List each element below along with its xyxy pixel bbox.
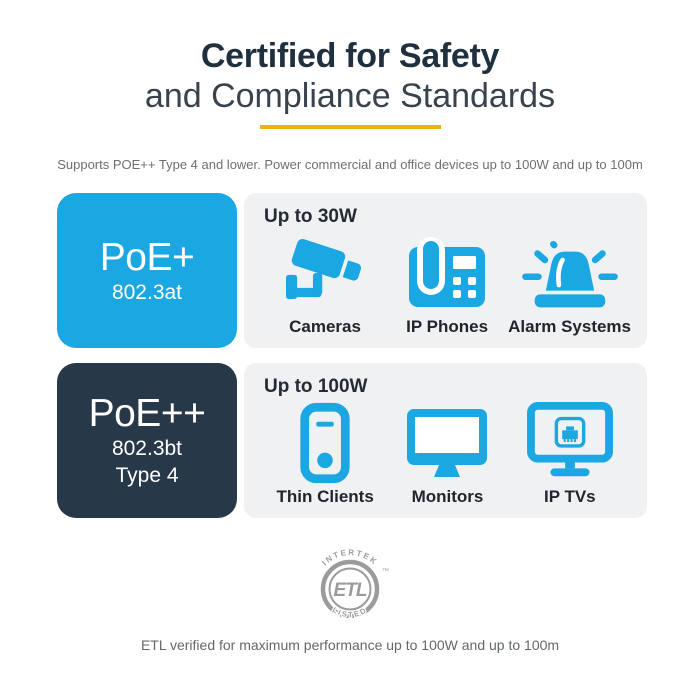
page-title-line1: Certified for Safety: [200, 37, 500, 75]
header: [0, 0, 700, 172]
ip-phone-icon: [407, 237, 487, 309]
poe-plus-plus-badge: [57, 363, 237, 518]
thin-client-icon: [296, 402, 354, 484]
subtitle: Supports POE++ Type 4 and lower. Power commercial and office devices up to 100W and up to 100m: [57, 157, 643, 173]
item-label: Thin Clients: [276, 487, 374, 507]
alarm-siren-icon: [518, 235, 622, 311]
badge-standard: 802.3at: [111, 280, 183, 304]
icon-box: [526, 402, 614, 484]
item-label: Cameras: [289, 317, 361, 337]
item-label: Alarm Systems: [508, 317, 631, 337]
panel-heading: Up to 30W: [264, 206, 357, 228]
panel-item-monitors: [386, 402, 508, 507]
icon-box: [405, 402, 489, 484]
icon-box: [296, 402, 354, 484]
poe-plus-plus-panel: [244, 363, 647, 518]
icon-box: [407, 232, 487, 314]
icon-box: [279, 232, 371, 314]
poe-plus-panel: [244, 193, 647, 348]
panel-item-ip-tvs: [509, 402, 631, 507]
badge-title: PoE++: [88, 392, 206, 436]
content-rows: [57, 193, 647, 518]
panel-item-thin-clients: [264, 402, 386, 507]
page-title-line2: and Compliance Standards: [144, 77, 556, 116]
item-label: IP TVs: [543, 487, 596, 507]
monitor-icon: [405, 405, 489, 481]
panel-item-cameras: [264, 232, 386, 337]
panel-items: [264, 228, 631, 337]
panel-heading: Up to 100W: [264, 376, 368, 398]
footer-text: ETL verified for maximum performance up to 100W and up to 100m: [140, 637, 560, 654]
svg-text:INTERTEK: [320, 548, 380, 567]
title-underline: [260, 125, 441, 129]
item-label: IP Phones: [406, 317, 489, 337]
etl-logo-arc-bottom-text: LISTED: [330, 605, 370, 620]
ip-tv-icon: [526, 402, 614, 484]
etl-logo-center-text: ETL: [333, 580, 367, 602]
svg-text:LISTED: [331, 605, 369, 619]
etl-listed-logo: [300, 544, 400, 628]
panel-item-alarm-systems: [508, 232, 631, 337]
panel-items: [264, 398, 631, 507]
badge-type: Type 4: [115, 463, 179, 487]
poe-plus-badge: [57, 193, 237, 348]
row-poe-plus-plus: [57, 363, 647, 518]
item-label: Monitors: [411, 487, 484, 507]
cctv-camera-icon: [279, 234, 371, 312]
badge-standard: 802.3bt: [111, 437, 183, 461]
etl-logo-arc-top-text: INTERTEK: [320, 548, 380, 568]
panel-item-ip-phones: [386, 232, 508, 337]
row-poe-plus: [57, 193, 647, 348]
footer: [0, 544, 700, 653]
icon-box: [518, 232, 622, 314]
badge-title: PoE+: [99, 235, 195, 279]
etl-logo-trademark: ™: [382, 568, 389, 576]
